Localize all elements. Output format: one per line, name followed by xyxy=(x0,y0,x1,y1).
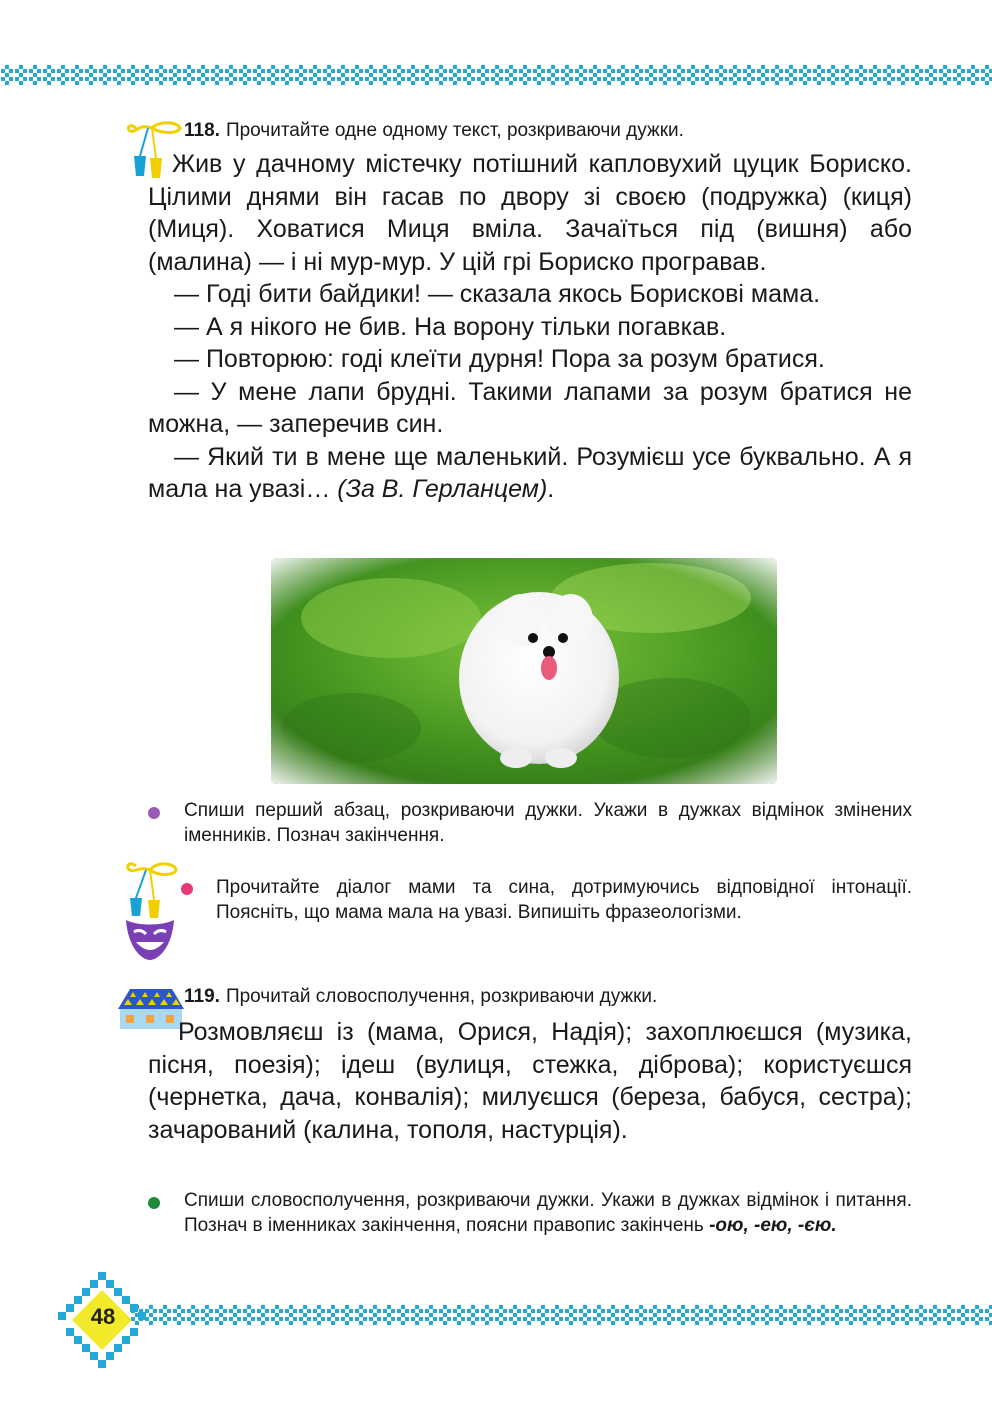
task-119-endings: -ою, -ею, -єю xyxy=(709,1215,832,1236)
task-119-bullet-text: Спиши словосполучення, розкриваючи дужки. Укажи в дужках відмінок і питання. Познач в іменниках закінчення, поясни правопис закінчень xyxy=(184,1190,912,1236)
bullet-green xyxy=(148,1197,160,1209)
bottom-ornament-border xyxy=(130,1304,992,1326)
dialog-last-line: — Який ти в мене ще маленький. Розумієш усе буквально. А я мала на увазі… xyxy=(148,442,912,503)
dialog-line-2: — А я нікого не бив. На ворону тільки погавкав. xyxy=(174,312,727,341)
bullet-pink xyxy=(181,883,193,895)
task-118-paragraph xyxy=(148,148,912,278)
task-118-header xyxy=(184,119,684,143)
dialog-line-3: — Повторюю: годі клеїти дурня! Пора за розум братися. xyxy=(174,345,825,373)
task-119-paragraph xyxy=(148,1016,912,1146)
task-119-bullet-end: . xyxy=(831,1215,837,1236)
theatre-mask-icon xyxy=(118,858,182,967)
citation-end: . xyxy=(547,475,555,503)
task-118-bullet-1: Спиши перший абзац, розкриваючи дужки. Укажи в дужках відмінок змінених іменників. Познач закінчення. xyxy=(184,800,912,846)
dog-photo xyxy=(271,558,777,784)
task-118-number: 118. xyxy=(184,120,220,141)
dialog-line-1: — Годі бити байдики! — сказала якось Борискові мама. xyxy=(174,280,821,308)
bullet-purple xyxy=(148,807,160,819)
task-119-text xyxy=(148,1016,912,1146)
task-119-bullet xyxy=(184,1188,912,1238)
task-119-paragraph-text: Розмовляєш із (мама, Орися, Надія); захоплюєшся (музика, пісня, поезія); ідеш (вулиця, стежка, діброва); користуєшся (чернетка, дача, конвалія); милуєшся (береза, бабуся, сестра); зачарований (калина, тополя, настурція). xyxy=(148,1018,912,1144)
task-118-paragraph-text: Жив у дачному містечку потішний капловухий цуцик Бориско. Цілими днями він гасав по двору зі своєю (подружка) (киця) (Миця). Ховатися Миця вміла. Зачаїться під (вишня) або (малина) — і ні мур-мур. У цій грі Бориско програвав. xyxy=(148,150,912,276)
page-number: 48 xyxy=(90,1304,116,1329)
task-119-header xyxy=(184,985,657,1009)
top-ornament-border xyxy=(0,64,992,86)
task-118-instruction: Прочитайте одне одному текст, розкриваючи дужки. xyxy=(225,120,684,141)
task-118-bullet-2: Прочитайте діалог мами та сина, дотримуючись відповідної інтонації. Поясніть, що мама мала на увазі. Випишіть фразеологізми. xyxy=(216,877,912,923)
dialog-line-5 xyxy=(148,441,912,506)
dialog-line-4: — У мене лапи брудні. Такими лапами за розум братися не можна, — заперечив син. xyxy=(148,377,912,438)
task-119-number: 119. xyxy=(184,986,220,1007)
task-118-text xyxy=(148,148,912,506)
task-119-instruction: Прочитай словосполучення, розкриваючи дужки. xyxy=(225,986,658,1007)
citation: (За В. Герланцем) xyxy=(337,475,548,503)
